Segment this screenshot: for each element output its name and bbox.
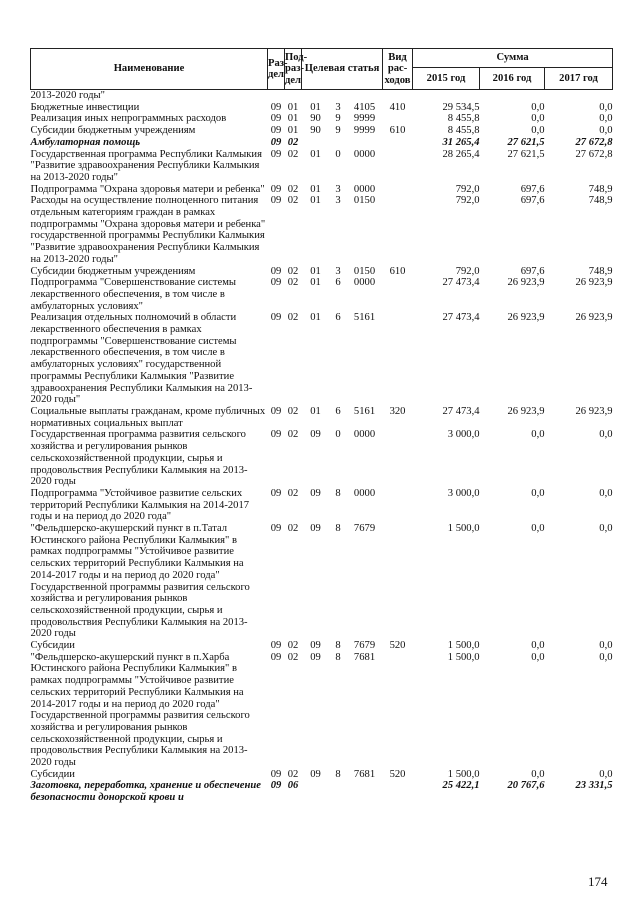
row-target-subprogram: 8 xyxy=(335,487,341,499)
row-sum-2015: 25 422,1 xyxy=(442,780,480,792)
row-sum-2016: 26 923,9 xyxy=(507,277,545,289)
row-expense-type: 520 xyxy=(389,768,406,780)
row-sum-2015: 3 000,0 xyxy=(447,487,480,499)
row-target-subprogram: 6 xyxy=(335,312,341,324)
row-target-code: 7679 xyxy=(353,640,376,652)
row-target-subprogram: 3 xyxy=(335,265,341,277)
row-target-code: 7679 xyxy=(353,523,376,535)
row-sum-2016: 0,0 xyxy=(531,113,545,125)
row-podrazdel: 02 xyxy=(287,148,299,160)
table-row xyxy=(31,90,613,102)
row-name: Субсидии xyxy=(30,640,75,652)
row-target-subprogram: 3 xyxy=(335,195,341,207)
row-target-code: 5161 xyxy=(353,312,376,324)
row-target-program: 01 xyxy=(310,183,321,195)
row-target-subprogram: 6 xyxy=(335,277,341,289)
row-podrazdel xyxy=(285,90,302,102)
row-target-program xyxy=(302,137,330,149)
row-sum-2015: 31 265,4 xyxy=(442,136,480,148)
row-expense-type xyxy=(383,149,413,184)
row-sum-2015 xyxy=(413,90,480,102)
table-body xyxy=(31,90,613,804)
row-podrazdel: 02 xyxy=(287,183,299,195)
row-razdel: 09 xyxy=(270,780,282,792)
row-target-program: 09 xyxy=(310,487,321,499)
table-row xyxy=(31,195,613,265)
row-podrazdel: 02 xyxy=(287,640,299,652)
row-razdel: 09 xyxy=(270,651,282,663)
row-name: Субсидии бюджетным учреждениям xyxy=(30,125,196,137)
table-row xyxy=(31,277,613,312)
row-podrazdel: 02 xyxy=(287,136,299,148)
row-sum-2017: 27 672,8 xyxy=(575,148,613,160)
row-target-subprogram: 8 xyxy=(335,651,341,663)
row-razdel: 09 xyxy=(270,265,282,277)
row-sum-2016 xyxy=(480,90,545,102)
row-target-code: 4105 xyxy=(353,101,376,113)
header-expense-type: Вид рас-ходов xyxy=(383,49,413,90)
row-expense-type xyxy=(383,113,413,125)
row-podrazdel: 01 xyxy=(287,101,299,113)
row-sum-2015: 3 000,0 xyxy=(447,429,480,441)
row-expense-type: 410 xyxy=(389,101,406,113)
table-row xyxy=(31,769,613,781)
row-name: Субсидии бюджетным учреждениям xyxy=(30,265,196,277)
row-razdel xyxy=(268,90,285,102)
row-podrazdel: 02 xyxy=(287,523,299,535)
table-row xyxy=(31,266,613,278)
row-expense-type: 610 xyxy=(389,125,406,137)
row-target-code: 0150 xyxy=(353,265,376,277)
row-name: Подпрограмма "Охрана здоровья матери и ребенка" xyxy=(30,183,265,195)
row-sum-2017: 0,0 xyxy=(599,113,613,125)
row-sum-2016: 0,0 xyxy=(531,125,545,137)
table-row xyxy=(31,125,613,137)
row-sum-2017: 748,9 xyxy=(588,265,613,277)
row-expense-type xyxy=(383,652,413,769)
row-target-code: 0150 xyxy=(353,195,376,207)
row-target-subprogram: 0 xyxy=(335,148,341,160)
row-target-subprogram: 9 xyxy=(335,125,341,137)
table-row xyxy=(31,652,613,769)
row-target-code xyxy=(347,90,383,102)
row-sum-2015: 27 473,4 xyxy=(442,277,480,289)
row-sum-2017: 0,0 xyxy=(599,651,613,663)
row-razdel: 09 xyxy=(270,148,282,160)
row-razdel: 09 xyxy=(270,195,282,207)
row-razdel: 09 xyxy=(270,487,282,499)
table-row xyxy=(31,488,613,523)
row-target-subprogram: 9 xyxy=(335,113,341,125)
row-sum-2017: 0,0 xyxy=(599,125,613,137)
row-podrazdel: 02 xyxy=(287,651,299,663)
page-number: 174 xyxy=(588,874,608,889)
table-row xyxy=(31,429,613,488)
row-target-subprogram xyxy=(330,137,347,149)
table-row xyxy=(31,113,613,125)
table-row xyxy=(31,312,613,406)
row-target-subprogram: 8 xyxy=(335,640,341,652)
row-sum-2017: 0,0 xyxy=(599,429,613,441)
row-sum-2015: 28 265,4 xyxy=(442,148,480,160)
row-sum-2016: 0,0 xyxy=(531,487,545,499)
header-2016: 2016 год xyxy=(480,68,545,90)
row-sum-2016: 26 923,9 xyxy=(507,312,545,324)
row-sum-2015: 792,0 xyxy=(455,195,480,207)
row-podrazdel: 02 xyxy=(287,487,299,499)
row-target-code xyxy=(347,780,383,803)
row-razdel: 09 xyxy=(270,768,282,780)
row-name: Реализация иных непрограммных расходов xyxy=(30,113,227,125)
row-sum-2016: 697,6 xyxy=(520,183,545,195)
row-target-program: 01 xyxy=(310,405,321,417)
row-sum-2016: 26 923,9 xyxy=(507,405,545,417)
row-target-subprogram: 8 xyxy=(335,768,341,780)
row-sum-2015: 1 500,0 xyxy=(447,640,480,652)
row-expense-type xyxy=(383,429,413,488)
row-name: Социальные выплаты гражданам, кроме публичных нормативных социальных выплат xyxy=(30,405,266,429)
row-sum-2016: 20 767,6 xyxy=(507,780,545,792)
row-target-code: 0000 xyxy=(353,277,376,289)
row-podrazdel: 02 xyxy=(287,195,299,207)
row-sum-2015: 27 473,4 xyxy=(442,405,480,417)
row-name: Расходы на осуществление полноценного питания отдельным категориям граждан в рамках подпрограммы "Охрана здоровья матери и ребенка" государственной программы Республики Калмыкия "Развитие здравоохранения Республики Калмыкия на 2013-2020 годы" xyxy=(30,195,266,265)
row-target-code: 7681 xyxy=(353,768,376,780)
row-name: Государственная программа развития сельского хозяйства и регулирования рынков сельскохозяйственной продукции, сырья и продовольствия Республики Калмыкия на 2013-2020 годы xyxy=(30,429,248,488)
row-razdel: 09 xyxy=(270,640,282,652)
row-sum-2015: 792,0 xyxy=(455,265,480,277)
row-razdel: 09 xyxy=(270,125,282,137)
row-target-program: 90 xyxy=(310,113,321,125)
table-row xyxy=(31,149,613,184)
row-target-code: 9999 xyxy=(353,125,376,137)
table-row xyxy=(31,406,613,429)
table-row xyxy=(31,640,613,652)
row-target-subprogram: 0 xyxy=(335,429,341,441)
row-target-program: 90 xyxy=(310,125,321,137)
row-sum-2017: 26 923,9 xyxy=(575,277,613,289)
row-sum-2016: 0,0 xyxy=(531,640,545,652)
row-target-program: 09 xyxy=(310,523,321,535)
row-sum-2016: 27 621,5 xyxy=(507,136,545,148)
row-sum-2015: 8 455,8 xyxy=(447,113,480,125)
row-target-subprogram: 8 xyxy=(335,523,341,535)
row-sum-2017: 748,9 xyxy=(588,183,613,195)
row-target-code: 0000 xyxy=(353,148,376,160)
row-target-program: 09 xyxy=(310,429,321,441)
row-sum-2017: 0,0 xyxy=(599,523,613,535)
row-target-code: 0000 xyxy=(353,429,376,441)
row-name: Заготовка, переработка, хранение и обеспечение безопасности донорской крови и xyxy=(30,780,261,804)
row-podrazdel: 02 xyxy=(287,768,299,780)
table-row xyxy=(31,137,613,149)
table-row xyxy=(31,184,613,196)
row-sum-2016: 27 621,5 xyxy=(507,148,545,160)
row-sum-2017: 23 331,5 xyxy=(575,780,613,792)
row-target-code: 0000 xyxy=(353,183,376,195)
row-expense-type: 610 xyxy=(389,265,406,277)
row-podrazdel: 02 xyxy=(287,312,299,324)
row-razdel: 09 xyxy=(270,277,282,289)
row-target-subprogram xyxy=(330,90,347,102)
row-sum-2017: 0,0 xyxy=(599,768,613,780)
row-expense-type xyxy=(383,90,413,102)
row-name: "Фельдшерско-акушерский пункт в п.Татал Юстинского района Республики Калмыкия" в рамках подпрограммы "Устойчивое развитие сельских территорий Республики Калмыкия на 2014-2017 годы и на период до 2020 года" Государственной программы развития сельского хозяйства и регулирования рынков сельскохозяйственной продукции, сырья и продовольствия Республики Калмыкия на 2013-2020 годы xyxy=(30,523,250,640)
row-expense-type xyxy=(383,780,413,803)
row-name: Бюджетные инвестиции xyxy=(30,101,140,113)
row-sum-2015: 1 500,0 xyxy=(447,651,480,663)
row-target-code: 7681 xyxy=(353,651,376,663)
row-razdel: 09 xyxy=(270,101,282,113)
header-2015: 2015 год xyxy=(413,68,480,90)
header-target: Целевая статья xyxy=(302,49,383,90)
row-sum-2016: 697,6 xyxy=(520,265,545,277)
row-expense-type xyxy=(383,312,413,406)
row-podrazdel: 02 xyxy=(287,277,299,289)
row-podrazdel: 01 xyxy=(287,113,299,125)
row-sum-2017: 27 672,8 xyxy=(575,136,613,148)
row-sum-2015: 792,0 xyxy=(455,183,480,195)
row-sum-2017 xyxy=(545,90,613,102)
row-target-program xyxy=(302,780,330,803)
row-target-program: 01 xyxy=(310,148,321,160)
row-podrazdel: 02 xyxy=(287,429,299,441)
budget-table xyxy=(30,48,613,804)
header-sum: Сумма xyxy=(413,49,613,68)
row-target-program: 01 xyxy=(310,277,321,289)
table-row xyxy=(31,102,613,114)
row-target-program: 01 xyxy=(310,195,321,207)
row-target-subprogram xyxy=(330,780,347,803)
row-expense-type xyxy=(383,137,413,149)
row-razdel: 09 xyxy=(270,136,282,148)
row-target-code: 0000 xyxy=(353,487,376,499)
row-target-program: 01 xyxy=(310,312,321,324)
header-podrazdel: Под-раз-дел xyxy=(285,49,302,90)
table-row xyxy=(31,780,613,803)
row-razdel: 09 xyxy=(270,523,282,535)
row-sum-2016: 0,0 xyxy=(531,101,545,113)
row-sum-2017: 0,0 xyxy=(599,487,613,499)
row-name: Государственная программа Республики Калмыкия "Развитие здравоохранения Республики Калмыкия на 2013-2020 годы" xyxy=(30,148,262,183)
row-expense-type xyxy=(383,488,413,523)
row-sum-2016: 0,0 xyxy=(531,651,545,663)
row-target-code xyxy=(347,137,383,149)
row-target-code: 9999 xyxy=(353,113,376,125)
row-target-program: 09 xyxy=(310,640,321,652)
row-razdel: 09 xyxy=(270,429,282,441)
row-expense-type xyxy=(383,184,413,196)
row-razdel: 09 xyxy=(270,405,282,417)
row-podrazdel: 01 xyxy=(287,125,299,137)
row-sum-2016: 0,0 xyxy=(531,523,545,535)
row-name: Подпрограмма "Устойчивое развитие сельских территорий Республики Калмыкия на 2014-2017 годы и на период до 2020 года" xyxy=(30,487,250,523)
row-target-program: 01 xyxy=(310,101,321,113)
row-target-program xyxy=(302,90,330,102)
row-name: "Фельдшерско-акушерский пункт в п.Харба Юстинского района Республики Калмыкия" в рамках подпрограммы "Устойчивое развитие сельских территорий Республики Калмыкия на 2014-2017 годы и на период до 2020 года" Государственной программы развития сельского хозяйства и регулирования рынков сельскохозяйственной продукции, сырья и продовольствия Республики Калмыкия на 2013-2020 годы xyxy=(30,651,250,769)
row-sum-2016: 0,0 xyxy=(531,768,545,780)
header-razdel: Раз-дел xyxy=(268,49,285,90)
row-podrazdel: 02 xyxy=(287,265,299,277)
row-target-program: 09 xyxy=(310,651,321,663)
row-name: Реализация отдельных полномочий в области лекарственного обеспечения в рамках подпрограммы "Совершенствование системы лекарственного обеспечения, в том числе в амбулаторных условиях" государственной программы Республики Калмыкия "Развитие здравоохранения Республики Калмыкия на 2013-2020 годы" xyxy=(30,312,253,406)
row-podrazdel: 06 xyxy=(287,780,299,792)
row-podrazdel: 02 xyxy=(287,405,299,417)
row-target-subprogram: 3 xyxy=(335,183,341,195)
row-target-subprogram: 6 xyxy=(335,405,341,417)
row-sum-2017: 748,9 xyxy=(588,195,613,207)
row-sum-2015: 1 500,0 xyxy=(447,768,480,780)
row-expense-type xyxy=(383,523,413,640)
row-expense-type xyxy=(383,195,413,265)
row-razdel: 09 xyxy=(270,113,282,125)
row-sum-2017: 0,0 xyxy=(599,101,613,113)
row-sum-2015: 1 500,0 xyxy=(447,523,480,535)
row-name: Подпрограмма "Совершенствование системы лекарственного обеспечения, в том числе в амбулаторных условиях" xyxy=(30,277,237,312)
row-name: Амбулаторная помощь xyxy=(30,136,141,148)
row-sum-2015: 29 534,5 xyxy=(442,101,480,113)
row-target-program: 01 xyxy=(310,265,321,277)
row-target-code: 5161 xyxy=(353,405,376,417)
row-target-subprogram: 3 xyxy=(335,101,341,113)
row-target-program: 09 xyxy=(310,768,321,780)
row-expense-type xyxy=(383,277,413,312)
row-sum-2017: 26 923,9 xyxy=(575,312,613,324)
row-name: 2013-2020 годы" xyxy=(30,90,105,101)
table-row xyxy=(31,523,613,640)
row-razdel: 09 xyxy=(270,183,282,195)
row-razdel: 09 xyxy=(270,312,282,324)
row-sum-2015: 27 473,4 xyxy=(442,312,480,324)
row-expense-type: 320 xyxy=(389,405,406,417)
row-sum-2017: 0,0 xyxy=(599,640,613,652)
row-expense-type: 520 xyxy=(389,640,406,652)
row-sum-2015: 8 455,8 xyxy=(447,125,480,137)
row-sum-2016: 697,6 xyxy=(520,195,545,207)
header-name: Наименование xyxy=(31,49,268,90)
row-name: Субсидии xyxy=(30,768,75,780)
row-sum-2016: 0,0 xyxy=(531,429,545,441)
header-2017: 2017 год xyxy=(545,68,613,90)
row-sum-2017: 26 923,9 xyxy=(575,405,613,417)
